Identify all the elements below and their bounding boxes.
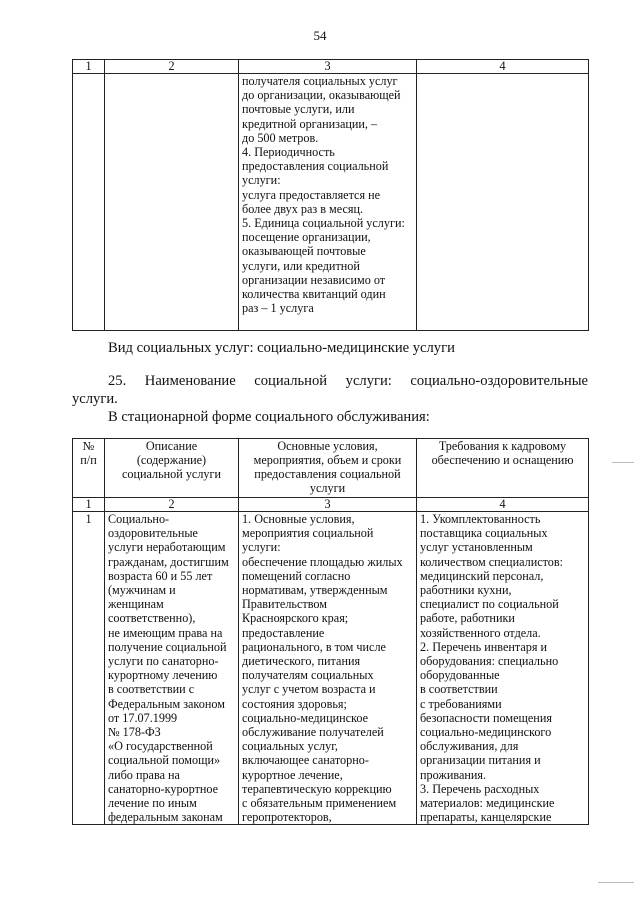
text-line: лечение по иным: [108, 796, 197, 811]
description-cell: [105, 512, 239, 825]
text-line: оборудования: специально: [420, 654, 559, 669]
page-number: 54: [313, 28, 327, 43]
text-line: специалист по социальной: [420, 597, 559, 612]
text-line: получателям социальных: [242, 668, 374, 683]
text-line: курортное лечение,: [242, 767, 343, 782]
text-line: раз – 1 услуга: [242, 301, 314, 316]
text-line: безопасности помещения: [420, 710, 552, 725]
text-line: количества квитанций один: [242, 287, 386, 302]
column-number-row: [73, 60, 589, 74]
text-line: работе, работники: [420, 611, 515, 626]
text-line: организации питания и: [420, 753, 541, 768]
text-line: социально-медицинское: [242, 710, 368, 725]
empty-cell: [73, 74, 105, 331]
kind-of-services-paragraph: Вид социальных услуг: социально-медицинские услуги: [108, 340, 455, 356]
text-line: обслуживание получателей: [242, 725, 384, 740]
text-line: оздоровительные: [108, 526, 198, 541]
text-line: посещение организации,: [242, 230, 371, 245]
text-line: Социально-: [108, 512, 170, 526]
continuation-row: [73, 74, 589, 331]
service-name-paragraph-line2: услуги.: [72, 391, 118, 407]
col-number-2: 2: [105, 498, 239, 512]
text-line: оборудованные: [420, 668, 500, 683]
col-number-3: 3: [239, 60, 417, 74]
text-line: помещений согласно: [242, 568, 351, 583]
text-line: услуги по санаторно-: [108, 654, 219, 669]
text-line: федеральным законам: [108, 810, 223, 825]
text-line: предоставление: [242, 625, 325, 640]
col-number-4: 4: [417, 60, 589, 74]
text-line: (мужчинам и: [108, 583, 176, 598]
text-line: до организации, оказывающей: [242, 88, 401, 103]
text-line: женщинам: [108, 597, 164, 612]
text-line: социальных услуг,: [242, 739, 338, 754]
header-conditions: Основные условия, мероприятия, объем и сроки предоставления социальной услуги: [239, 439, 417, 498]
conditions-cell: [239, 512, 417, 825]
form-of-service-paragraph: В стационарной форме социального обслуживания:: [108, 409, 430, 425]
header-requirements: Требования к кадровому обеспечению и оснащению: [417, 439, 589, 498]
text-line: услуги:: [242, 173, 281, 188]
text-line: рационального, в том числе: [242, 639, 386, 654]
text-line: оказывающей почтовые: [242, 244, 366, 259]
text-line: получателя социальных услуг: [242, 74, 398, 88]
text-line: услуги, или кредитной: [242, 258, 360, 273]
scan-artifact: [612, 462, 634, 463]
text-line: 1. Основные условия,: [242, 512, 355, 526]
text-line: обслуживания, для: [420, 739, 519, 754]
text-line: услуга предоставляется не: [242, 187, 381, 202]
col-number-1: 1: [73, 498, 105, 512]
text-line: с требованиями: [420, 696, 502, 711]
text-line: социальной помощи»: [108, 753, 221, 768]
text-line: поставщика социальных: [420, 526, 548, 541]
text-line: препараты, канцелярские: [420, 810, 552, 825]
text-line: санаторно-курортное: [108, 781, 219, 796]
text-line: гражданам, достигшим: [108, 554, 229, 569]
column-number-row: [73, 498, 589, 512]
text-line: не имеющим права на: [108, 625, 223, 640]
text-line: возраста 60 и 55 лет: [108, 568, 213, 583]
text-line: медицинский персонал,: [420, 568, 544, 583]
text-line: 5. Единица социальной услуги:: [242, 216, 405, 231]
text-line: организации независимо от: [242, 272, 386, 287]
service-table: [72, 438, 589, 825]
text-line: «О государственной: [108, 739, 213, 754]
scan-artifact: [598, 882, 634, 883]
text-line: более двух раз в месяц.: [242, 201, 364, 216]
text-line: обеспечение площадью жилых: [242, 554, 403, 569]
table-row: [73, 512, 589, 825]
service-name-paragraph-line1: 25. Наименование социальной услуги: социально-оздоровительные: [108, 373, 588, 389]
text-line: Федеральным законом: [108, 696, 225, 711]
text-line: № 178-ФЗ: [108, 725, 161, 740]
text-line: проживания.: [420, 767, 487, 782]
text-line: нормативам, утвержденным: [242, 583, 388, 598]
continuation-table: [72, 59, 589, 331]
col-number-3: 3: [239, 498, 417, 512]
text-line: терапевтическую коррекцию: [242, 781, 392, 796]
col-number-2: 2: [105, 60, 239, 74]
header-description: Описание (содержание) социальной услуги: [105, 439, 239, 498]
text-line: услуг с учетом возраста и: [242, 682, 376, 697]
requirements-cell: [417, 512, 589, 825]
empty-cell: [417, 74, 589, 331]
text-line: услуги:: [242, 540, 281, 555]
text-line: кредитной организации, –: [242, 116, 378, 131]
text-line: услуги неработающим: [108, 540, 226, 555]
text-line: 3. Перечень расходных: [420, 781, 540, 796]
text-line: с обязательным применением: [242, 796, 397, 811]
text-line: состояния здоровья;: [242, 696, 347, 711]
text-line: социально-медицинского: [420, 725, 552, 740]
text-line: хозяйственного отдела.: [420, 625, 541, 640]
table-header-row: [73, 439, 589, 498]
text-line: геропротекторов,: [242, 810, 332, 825]
text-line: от 17.07.1999: [108, 710, 178, 725]
row-number: 1: [73, 512, 105, 825]
conditions-cell: [239, 74, 417, 331]
text-line: либо права на: [108, 767, 180, 782]
text-line: Красноярского края;: [242, 611, 349, 626]
text-line: курортному лечению: [108, 668, 218, 683]
text-line: почтовые услуги, или: [242, 102, 355, 117]
text-line: соответственно),: [108, 611, 196, 626]
col-number-1: 1: [73, 60, 105, 74]
text-line: 4. Периодичность: [242, 145, 335, 160]
text-line: до 500 метров.: [242, 130, 319, 145]
col-number-4: 4: [417, 498, 589, 512]
text-line: работники кухни,: [420, 583, 512, 598]
text-line: 1. Укомплектованность: [420, 512, 541, 526]
empty-cell: [105, 74, 239, 331]
text-line: мероприятия социальной: [242, 526, 374, 541]
text-line: в соответствии с: [108, 682, 195, 697]
text-line: диетического, питания: [242, 654, 361, 669]
text-line: предоставления социальной: [242, 159, 389, 174]
text-line: количеством специалистов:: [420, 554, 564, 569]
text-line: в соответствии: [420, 682, 498, 697]
text-line: материалов: медицинские: [420, 796, 555, 811]
text-line: 2. Перечень инвентаря и: [420, 639, 548, 654]
header-number: № п/п: [73, 439, 105, 498]
text-line: услуг установленным: [420, 540, 533, 555]
text-line: включающее санаторно-: [242, 753, 369, 768]
text-line: получение социальной: [108, 639, 227, 654]
text-line: Правительством: [242, 597, 327, 612]
